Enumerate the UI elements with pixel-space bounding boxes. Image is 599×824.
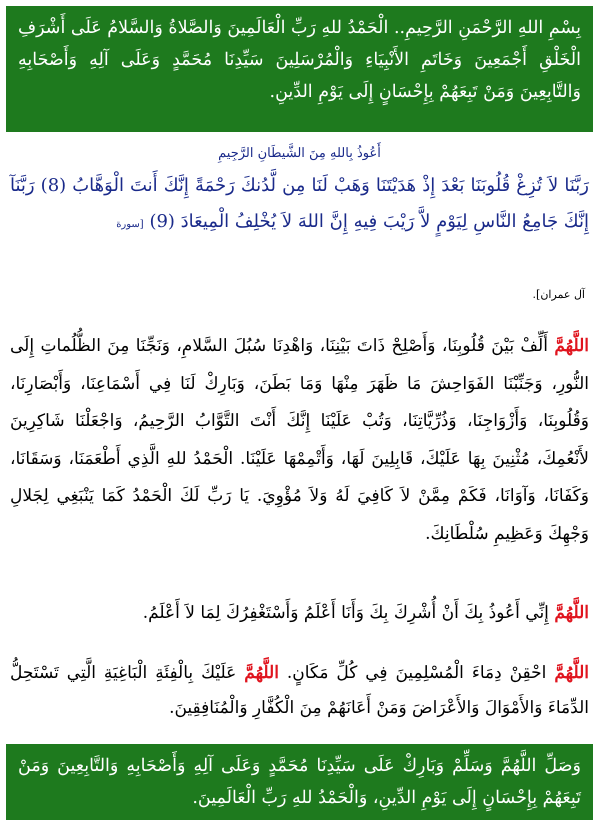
supplication-1 xyxy=(10,328,589,553)
verse-reference-close: آل عمران]. xyxy=(532,288,585,301)
closing-salawat-text: وَصَلِّ اللَّهُمَّ وَسَلِّمْ وَبَارِكْ عَلَى سَيِّدِنَا مُحَمَّدٍ وَعَلَى آلِهِ وَأَصْحَابِهِ وَالتَّابِعِينَ وَمَنْ تَبِعَهُمْ بِإِحْسَانٍ إِلَى يَوْمِ الدِّينِ، وَالْحَمْدُ للهِ رَبِّ الْعَالَمِينَ. xyxy=(18,756,581,808)
supplication-1-text: أَلِّفْ بَيْنَ قُلُوبِنَا، وَأَصْلِحْ ذَاتَ بَيْنِنَا، وَاهْدِنَا سُبُلَ السَّلامِ، وَنَجِّنَا مِنَ الظُّلُماتِ إِلَى النُّورِ، وَجَنِّبْنَا الفَوَاحِشَ مَا ظَهَرَ مِنْهَا وَمَا بَطَنَ، وَبَارِكْ لَنَا فِي أَسْمَاعِنَا، وَأَبْصَارِنَا، وَقُلُوبِنَا، وَأَزْوَاجِنَا، وَذُرِّيَّاتِنَا، وَتُبْ عَلَيْنَا إِنَّكَ أَنْتَ التَّوَّابُ الرَّحِيمُ، وَاجْعَلْنَا شَاكِرِينَ لأَنْعُمِكَ، مُثْنِينَ بِهَا عَلَيْكَ، قَابِلِينَ لَهَا، وَأَتْمِمْهَا عَلَيْنَا. الْحَمْدُ للهِ الَّذِي أَطْعَمَنَا، وَسَقَانَا، وَكَفَانَا، وَآوَانَا، فَكَمْ مِمَّنْ لاَ كَافِيَ لَهُ وَلاَ مُؤْوِيَ. يَا رَبِّ لَكَ الْحَمْدُ كَمَا يَنْبَغِي لِجَلالِ وَجْهِكَ وَعَظِيمِ سُلْطَانِكَ. xyxy=(10,336,589,544)
opening-praise-box xyxy=(6,6,593,132)
supplication-2 xyxy=(10,596,589,630)
allahumma-label: اللَّهُمَّ xyxy=(554,663,590,683)
verse-text: رَبَّنَا لاَ تُزِغْ قُلُوبَنَا بَعْدَ إِذْ هَدَيْتَنَا وَهَبْ لَنَا مِن لَّدُنكَ رَحْمَةً إِنَّكَ أَنتَ الْوَهَّابُ (8) رَبَّنَآ إِنَّكَ جَامِعُ النَّاسِ لِيَوْمٍ لاَّ رَيْبَ فِيهِ إِنَّ اللهَ لاَ يُخْلِفُ الْمِيعَادَ (9) xyxy=(10,175,589,232)
allahumma-label-2: اللَّهُمَّ xyxy=(244,663,279,683)
supplication-3 xyxy=(10,656,589,726)
istiadha-line: أَعُوذُ بِاللهِ مِنَ الشَّيطَانِ الرَّجِيمِ xyxy=(218,146,381,161)
supplication-3-text-b: عَلَيْكَ بِالْفِئَةِ الْبَاغِيَةِ الَّتِي تَسْتَحِلُّ الدِّمَاءَ وَالأَمْوَالَ وَالأَعْرَاضَ وَمَنْ أَعَانَهُمْ مِنَ الْكُفَّارِ وَالْمُنَافِقِينَ. xyxy=(10,663,589,718)
allahumma-label: اللَّهُمَّ xyxy=(554,336,589,356)
supplication-2-text: إِنِّي أَعُوذُ بِكَ أَنْ أُشْرِكَ بِكَ وَأَنَا أَعْلَمُ وَأَسْتَغْفِرُكَ لِمَا لاَ أَعْلَمُ. xyxy=(142,603,555,623)
supplication-3-text-a: احْقِنْ دِمَاءَ الْمُسْلِمِينَ فِي كُلِّ مَكَانٍ. xyxy=(278,663,555,683)
closing-salawat-box xyxy=(6,744,593,820)
allahumma-label: اللَّهُمَّ xyxy=(554,603,589,623)
quran-verse xyxy=(10,168,589,243)
opening-praise-text: بِسْمِ اللهِ الرَّحْمَنِ الرَّحِيمِ.. الْحَمْدُ للهِ رَبِّ الْعَالَمِينَ وَالصَّلاةُ وَالسَّلامُ عَلَى أَشْرَفِ الْخَلْقِ أَجْمَعِينَ وَخَاتَمِ الأَنْبِيَاءِ وَالْمُرْسَلِينَ سَيِّدِنَا مُحَمَّدٍ وَعَلَى آلِهِ وَأَصْحَابِهِ وَالتَّابِعِينَ وَمَنْ تَبِعَهُمْ بِإِحْسَانٍ إِلَى يَوْمِ الدِّينِ. xyxy=(18,18,581,102)
verse-reference-open: [سورة xyxy=(116,219,144,230)
